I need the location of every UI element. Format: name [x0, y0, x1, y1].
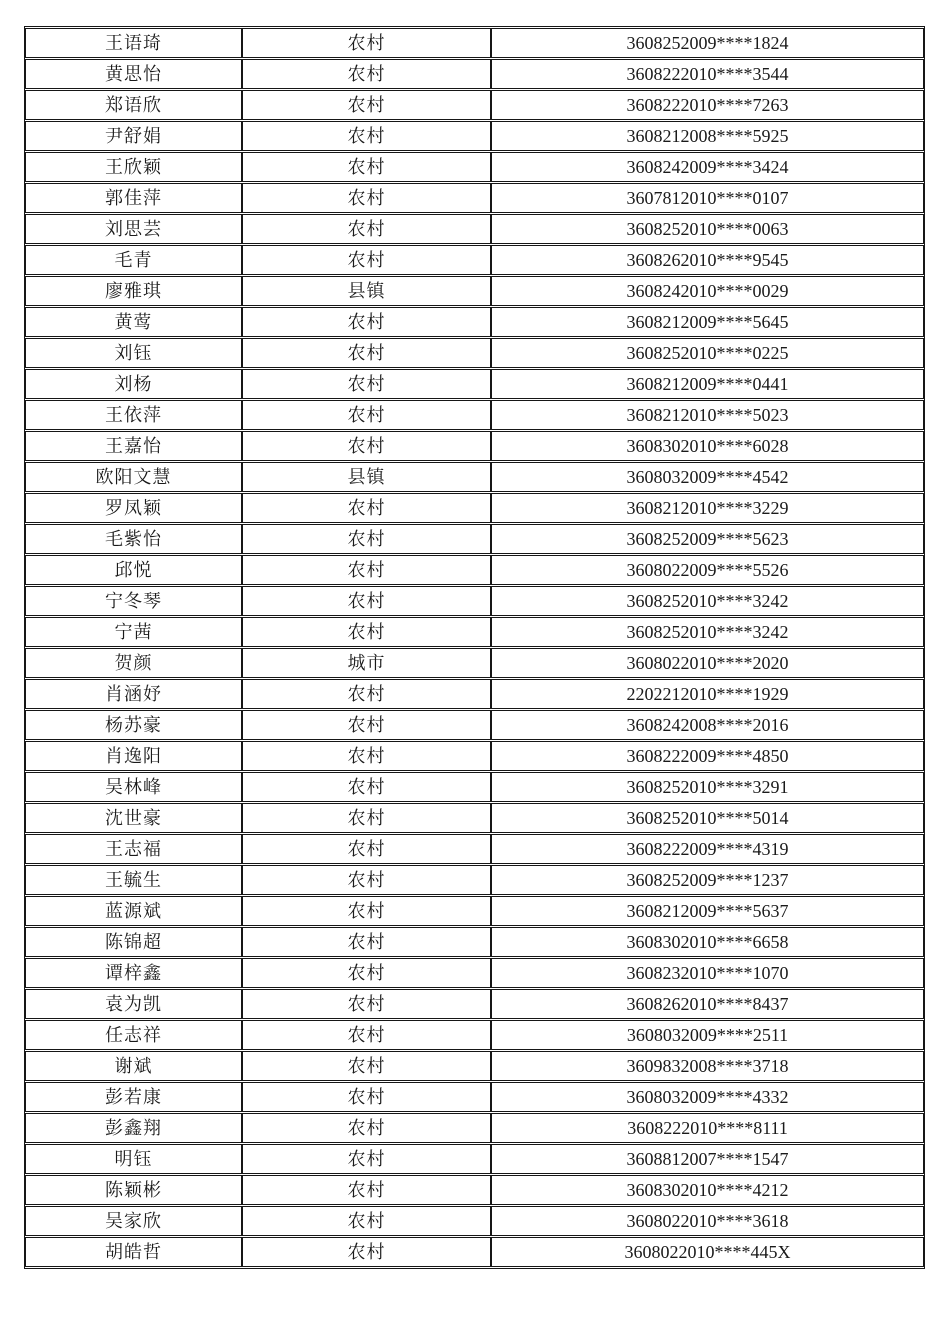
- roster-row: [25, 1144, 924, 1174]
- student-name-cell: 郭佳萍: [25, 183, 242, 213]
- id-number-cell: 3608022010****2020: [491, 648, 924, 678]
- id-number-cell: 3607812010****0107: [491, 183, 924, 213]
- student-name-cell: 刘杨: [25, 369, 242, 399]
- residence-type-cell: 农村: [242, 679, 491, 709]
- residence-type-cell: 农村: [242, 1113, 491, 1143]
- student-name-cell: 邱悦: [25, 555, 242, 585]
- roster-row: [25, 183, 924, 213]
- student-name-cell: 王嘉怡: [25, 431, 242, 461]
- id-number-cell: 3608812007****1547: [491, 1144, 924, 1174]
- residence-type-cell: 农村: [242, 59, 491, 89]
- residence-type-cell: 农村: [242, 1237, 491, 1267]
- id-number-cell: 2202212010****1929: [491, 679, 924, 709]
- residence-type-cell: 农村: [242, 121, 491, 151]
- roster-row: [25, 524, 924, 554]
- student-name-cell: 王毓生: [25, 865, 242, 895]
- residence-type-cell: 农村: [242, 493, 491, 523]
- student-name-cell: 彭若康: [25, 1082, 242, 1112]
- id-number-cell: 3608232010****1070: [491, 958, 924, 988]
- roster-row: [25, 927, 924, 957]
- residence-type-cell: 农村: [242, 586, 491, 616]
- id-number-cell: 3608222010****3544: [491, 59, 924, 89]
- roster-row: [25, 90, 924, 120]
- roster-row: [25, 338, 924, 368]
- roster-row: [25, 245, 924, 275]
- roster-row: [25, 896, 924, 926]
- residence-type-cell: 农村: [242, 90, 491, 120]
- roster-row: [25, 741, 924, 771]
- residence-type-cell: 农村: [242, 338, 491, 368]
- id-number-cell: 3608222009****4319: [491, 834, 924, 864]
- roster-row: [25, 369, 924, 399]
- id-number-cell: 3608212009****0441: [491, 369, 924, 399]
- student-name-cell: 刘钰: [25, 338, 242, 368]
- student-name-cell: 罗凤颖: [25, 493, 242, 523]
- student-name-cell: 胡皓哲: [25, 1237, 242, 1267]
- roster-row: [25, 1175, 924, 1205]
- id-number-cell: 3608252010****3291: [491, 772, 924, 802]
- residence-type-cell: 农村: [242, 710, 491, 740]
- roster-row: [25, 431, 924, 461]
- roster-row: [25, 617, 924, 647]
- residence-type-cell: 农村: [242, 834, 491, 864]
- roster-row: [25, 1237, 924, 1267]
- residence-type-cell: 农村: [242, 152, 491, 182]
- id-number-cell: 3608252010****0063: [491, 214, 924, 244]
- residence-type-cell: 农村: [242, 1082, 491, 1112]
- id-number-cell: 3608252010****3242: [491, 617, 924, 647]
- roster-row: [25, 462, 924, 492]
- residence-type-cell: 农村: [242, 865, 491, 895]
- residence-type-cell: 农村: [242, 431, 491, 461]
- roster-row: [25, 1020, 924, 1050]
- roster-row: [25, 648, 924, 678]
- student-name-cell: 吴家欣: [25, 1206, 242, 1236]
- residence-type-cell: 农村: [242, 307, 491, 337]
- residence-type-cell: 农村: [242, 1020, 491, 1050]
- residence-type-cell: 城市: [242, 648, 491, 678]
- roster-row: [25, 710, 924, 740]
- student-name-cell: 毛青: [25, 245, 242, 275]
- id-number-cell: 3608302010****4212: [491, 1175, 924, 1205]
- student-name-cell: 廖雅琪: [25, 276, 242, 306]
- student-name-cell: 陈锦超: [25, 927, 242, 957]
- roster-row: [25, 1206, 924, 1236]
- student-name-cell: 王语琦: [25, 28, 242, 58]
- roster-row: [25, 59, 924, 89]
- student-name-cell: 毛紫怡: [25, 524, 242, 554]
- roster-row: [25, 276, 924, 306]
- student-name-cell: 宁冬琴: [25, 586, 242, 616]
- roster-row: [25, 1082, 924, 1112]
- roster-row: [25, 555, 924, 585]
- id-number-cell: 3608022009****5526: [491, 555, 924, 585]
- roster-row: [25, 586, 924, 616]
- id-number-cell: 3608212010****3229: [491, 493, 924, 523]
- student-name-cell: 黄莺: [25, 307, 242, 337]
- id-number-cell: 3608252009****5623: [491, 524, 924, 554]
- residence-type-cell: 农村: [242, 617, 491, 647]
- roster-row: [25, 307, 924, 337]
- residence-type-cell: 农村: [242, 214, 491, 244]
- roster-table-body: [25, 28, 924, 1267]
- roster-row: [25, 958, 924, 988]
- id-number-cell: 3608252010****5014: [491, 803, 924, 833]
- id-number-cell: 3609832008****3718: [491, 1051, 924, 1081]
- roster-row: [25, 28, 924, 58]
- student-name-cell: 宁茜: [25, 617, 242, 647]
- id-number-cell: 3608212008****5925: [491, 121, 924, 151]
- residence-type-cell: 农村: [242, 524, 491, 554]
- student-name-cell: 肖涵妤: [25, 679, 242, 709]
- id-number-cell: 3608252009****1237: [491, 865, 924, 895]
- student-name-cell: 欧阳文慧: [25, 462, 242, 492]
- student-name-cell: 贺颜: [25, 648, 242, 678]
- student-name-cell: 王欣颖: [25, 152, 242, 182]
- id-number-cell: 3608032009****4542: [491, 462, 924, 492]
- id-number-cell: 3608262010****8437: [491, 989, 924, 1019]
- id-number-cell: 3608212009****5645: [491, 307, 924, 337]
- id-number-cell: 3608252010****3242: [491, 586, 924, 616]
- residence-type-cell: 农村: [242, 1051, 491, 1081]
- id-number-cell: 3608302010****6028: [491, 431, 924, 461]
- residence-type-cell: 农村: [242, 1206, 491, 1236]
- residence-type-cell: 县镇: [242, 276, 491, 306]
- roster-row: [25, 865, 924, 895]
- student-name-cell: 吴林峰: [25, 772, 242, 802]
- id-number-cell: 3608302010****6658: [491, 927, 924, 957]
- id-number-cell: 3608222010****7263: [491, 90, 924, 120]
- id-number-cell: 3608252010****0225: [491, 338, 924, 368]
- residence-type-cell: 农村: [242, 989, 491, 1019]
- residence-type-cell: 农村: [242, 28, 491, 58]
- roster-row: [25, 493, 924, 523]
- residence-type-cell: 县镇: [242, 462, 491, 492]
- id-number-cell: 3608242008****2016: [491, 710, 924, 740]
- roster-row: [25, 121, 924, 151]
- residence-type-cell: 农村: [242, 803, 491, 833]
- student-name-cell: 蓝源斌: [25, 896, 242, 926]
- residence-type-cell: 农村: [242, 896, 491, 926]
- student-name-cell: 明钰: [25, 1144, 242, 1174]
- roster-row: [25, 1113, 924, 1143]
- student-name-cell: 杨苏豪: [25, 710, 242, 740]
- roster-row: [25, 679, 924, 709]
- residence-type-cell: 农村: [242, 927, 491, 957]
- student-name-cell: 袁为凯: [25, 989, 242, 1019]
- id-number-cell: 3608212010****5023: [491, 400, 924, 430]
- id-number-cell: 3608252009****1824: [491, 28, 924, 58]
- student-name-cell: 黄思怡: [25, 59, 242, 89]
- roster-row: [25, 152, 924, 182]
- roster-row: [25, 989, 924, 1019]
- residence-type-cell: 农村: [242, 772, 491, 802]
- student-name-cell: 彭鑫翔: [25, 1113, 242, 1143]
- residence-type-cell: 农村: [242, 183, 491, 213]
- residence-type-cell: 农村: [242, 555, 491, 585]
- id-number-cell: 3608032009****2511: [491, 1020, 924, 1050]
- id-number-cell: 3608032009****4332: [491, 1082, 924, 1112]
- roster-row: [25, 772, 924, 802]
- id-number-cell: 3608212009****5637: [491, 896, 924, 926]
- student-name-cell: 刘思芸: [25, 214, 242, 244]
- roster-row: [25, 400, 924, 430]
- id-number-cell: 3608022010****445X: [491, 1237, 924, 1267]
- student-name-cell: 郑语欣: [25, 90, 242, 120]
- residence-type-cell: 农村: [242, 1175, 491, 1205]
- id-number-cell: 3608262010****9545: [491, 245, 924, 275]
- id-number-cell: 3608022010****3618: [491, 1206, 924, 1236]
- student-name-cell: 王志福: [25, 834, 242, 864]
- id-number-cell: 3608242009****3424: [491, 152, 924, 182]
- residence-type-cell: 农村: [242, 400, 491, 430]
- roster-row: [25, 803, 924, 833]
- id-number-cell: 3608222009****4850: [491, 741, 924, 771]
- residence-type-cell: 农村: [242, 1144, 491, 1174]
- residence-type-cell: 农村: [242, 369, 491, 399]
- student-name-cell: 谭梓鑫: [25, 958, 242, 988]
- roster-row: [25, 214, 924, 244]
- student-name-cell: 沈世豪: [25, 803, 242, 833]
- roster-row: [25, 1051, 924, 1081]
- residence-type-cell: 农村: [242, 741, 491, 771]
- residence-type-cell: 农村: [242, 245, 491, 275]
- id-number-cell: 3608222010****8111: [491, 1113, 924, 1143]
- student-name-cell: 尹舒娟: [25, 121, 242, 151]
- residence-type-cell: 农村: [242, 958, 491, 988]
- id-number-cell: 3608242010****0029: [491, 276, 924, 306]
- student-name-cell: 谢斌: [25, 1051, 242, 1081]
- student-name-cell: 肖逸阳: [25, 741, 242, 771]
- student-name-cell: 陈颖彬: [25, 1175, 242, 1205]
- student-name-cell: 王依萍: [25, 400, 242, 430]
- roster-row: [25, 834, 924, 864]
- student-name-cell: 任志祥: [25, 1020, 242, 1050]
- student-roster-table: [24, 26, 925, 1269]
